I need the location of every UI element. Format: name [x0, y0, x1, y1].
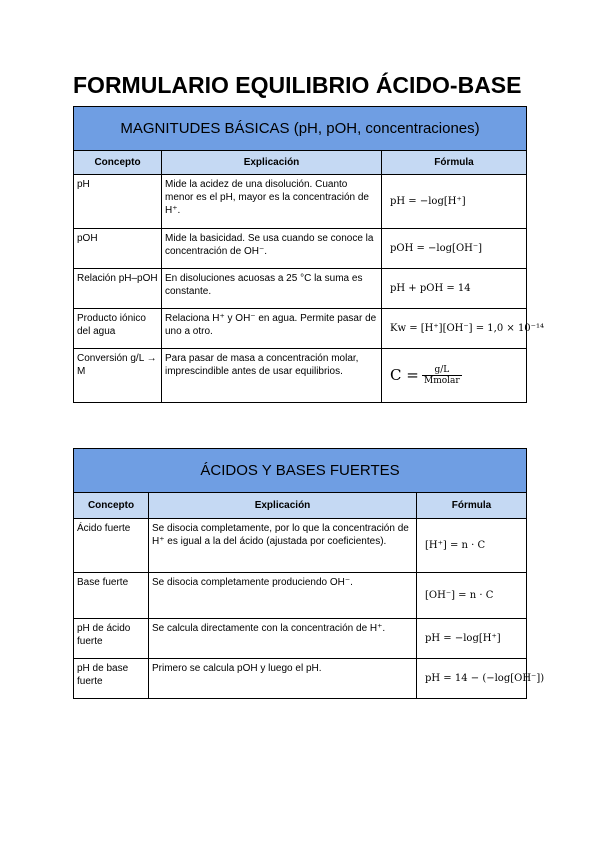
- column-header-formula: Fórmula: [417, 493, 527, 519]
- table-row: [74, 175, 527, 229]
- magnitudes-basicas-table: [73, 106, 544, 403]
- concept-cell: pH de base fuerte: [74, 659, 149, 699]
- concept-cell: pOH: [74, 229, 162, 269]
- concept-cell: Relación pH–pOH: [74, 269, 162, 309]
- explanation-cell: Primero se calcula pOH y luego el pH.: [149, 659, 417, 699]
- table-row: [74, 573, 527, 619]
- table-row: [74, 269, 527, 309]
- explanation-cell: Mide la basicidad. Se usa cuando se conoce la concentración de OH⁻.: [162, 229, 382, 269]
- formula-cell: Kw = [H⁺][OH⁻] = 1,0 × 10⁻¹⁴: [382, 309, 527, 349]
- document-title: FORMULARIO EQUILIBRIO ÁCIDO-BASE: [73, 72, 522, 98]
- explanation-cell: En disoluciones acuosas a 25 °C la suma es constante.: [162, 269, 382, 309]
- concept-cell: Conversión g/L → M: [74, 349, 162, 403]
- fraction-denominator: Mmolar: [424, 376, 460, 386]
- fraction: [422, 365, 462, 386]
- formula-cell: pOH = −log[OH⁻]: [382, 229, 527, 269]
- concept-cell: pH: [74, 175, 162, 229]
- explanation-cell: Se disocia completamente, por lo que la concentración de H⁺ es igual a la del ácido (ajustada por coeficientes).: [149, 519, 417, 573]
- explanation-cell: Relaciona H⁺ y OH⁻ en agua. Permite pasar de uno a otro.: [162, 309, 382, 349]
- formula-cell: pH + pOH = 14: [382, 269, 527, 309]
- column-header-concepto: Concepto: [74, 151, 162, 175]
- column-header-explicacion: Explicación: [162, 151, 382, 175]
- table-row: [74, 519, 527, 573]
- concept-cell: Base fuerte: [74, 573, 149, 619]
- acidos-bases-fuertes-table: [73, 448, 545, 699]
- explanation-cell: Para pasar de masa a concentración molar, imprescindible antes de usar equilibrios.: [162, 349, 382, 403]
- column-header-formula: Fórmula: [382, 151, 527, 175]
- column-header-concepto: Concepto: [74, 493, 149, 519]
- concept-cell: Producto iónico del agua: [74, 309, 162, 349]
- table-row: [74, 229, 527, 269]
- concept-cell: pH de ácido fuerte: [74, 619, 149, 659]
- table-row: [74, 659, 527, 699]
- formula-cell: [OH⁻] = n · C: [417, 573, 527, 619]
- formula-cell: [382, 349, 527, 403]
- formula-cell: [H⁺] = n · C: [417, 519, 527, 573]
- table-row: [74, 619, 527, 659]
- concept-cell: Ácido fuerte: [74, 519, 149, 573]
- table-row: [74, 309, 527, 349]
- formula-cell: pH = −log[H⁺]: [382, 175, 527, 229]
- formula-cell: pH = −log[H⁺]: [417, 619, 527, 659]
- section-heading: ÁCIDOS Y BASES FUERTES: [74, 449, 527, 493]
- column-header-explicacion: Explicación: [149, 493, 417, 519]
- table-row: [74, 349, 527, 403]
- fraction-lhs: C =: [390, 366, 419, 384]
- explanation-cell: Se disocia completamente produciendo OH⁻.: [149, 573, 417, 619]
- fraction-numerator: g/L: [422, 365, 462, 376]
- explanation-cell: Se calcula directamente con la concentración de H⁺.: [149, 619, 417, 659]
- formula-cell: pH = 14 − (−log[OH⁻]): [417, 659, 527, 699]
- section-heading: MAGNITUDES BÁSICAS (pH, pOH, concentraciones): [74, 107, 527, 151]
- explanation-cell: Mide la acidez de una disolución. Cuanto menor es el pH, mayor es la concentración de H⁺.: [162, 175, 382, 229]
